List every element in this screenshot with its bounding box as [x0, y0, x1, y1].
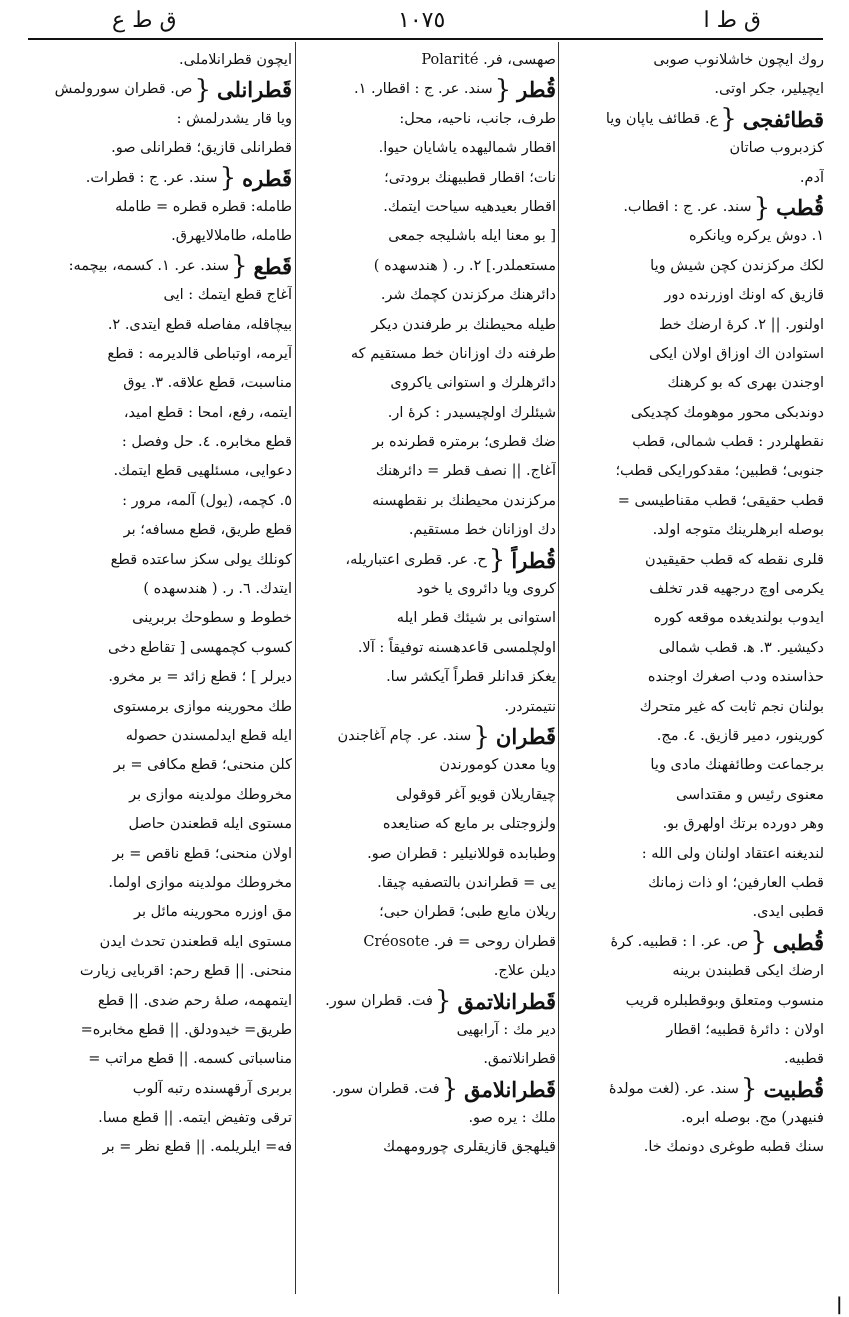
page-header: [28, 8, 823, 34]
text-line: نقطهلردر : قطب شمالى، قطب: [632, 434, 824, 451]
text-line: آدم.: [799, 169, 824, 186]
entry-headword: قُطب: [776, 194, 824, 220]
text-line: مركزندن محيطنك بر نقطهسنه: [372, 492, 556, 509]
text-line: ضك قطرى؛ برمتره قطرنده بر: [372, 434, 556, 451]
entry-headword: قَطران: [495, 723, 556, 749]
text-line: برجماعت وطائفهنك مادى ويا: [650, 757, 824, 774]
text-line: اولچلمسى قاعدهسنه توفيقاً : آلا.: [357, 639, 556, 656]
text-line: ديرلر ] ؛ قطع زائد = بر مخرو.: [108, 669, 292, 686]
text-line: اقطار بعيدهيه سياحت ايتمك.: [383, 198, 556, 215]
entry-brace: {: [753, 192, 771, 223]
text-line: خطوط و سطوحك بربرينى: [132, 610, 292, 627]
page-edge-marker: |: [836, 1294, 843, 1315]
entry-headword: قُطر: [517, 77, 556, 103]
dictionary-entry-line: [298, 546, 556, 575]
entry-brace: {: [194, 75, 211, 105]
text-line: استوانى بر شيئك قطر ايله: [396, 610, 556, 627]
column-divider-right: [558, 42, 559, 1294]
text-line: سنك قطبه طوغرى دونمك خا.: [643, 1139, 824, 1156]
text-line: ارضك ايكى قطبندن برينه: [672, 963, 824, 980]
text-line: طامله، طاملالايهرق.: [171, 228, 292, 245]
entry-definition-text: ع. قطائف ياپان ويا: [605, 110, 719, 127]
column-right: [562, 46, 824, 1291]
text-line: يغكز قدانلر قطراً آيكشر سا.: [386, 669, 556, 686]
entry-headword: قطائفجى: [742, 106, 824, 132]
text-line: قطران روحى = فر. Créosote: [363, 933, 556, 950]
entry-headword: قَطرانلامق: [464, 1076, 556, 1102]
header-guide-word-left: ق ط ع: [112, 8, 177, 33]
text-line: قطرانلى قازيق؛ قطرانلى صو.: [111, 140, 292, 157]
text-line: كروى ويا دائروى يا خود: [416, 581, 556, 598]
entry-brace: {: [488, 545, 506, 576]
text-line: مخروطك مولدينه موازى بر: [129, 786, 292, 803]
text-line: آغاج. || نصف قطر = دائرهنك: [375, 463, 556, 480]
entry-definition-text: فت. قطران سور.: [325, 992, 433, 1009]
text-line: قطع مخابره. ٤. حل وفصل :: [121, 434, 292, 451]
text-line: بربرى آرقهسنده رتبه آلوب: [132, 1080, 292, 1097]
text-line: ولزوجتلى بر مايع كه صنايعده: [382, 816, 556, 833]
entry-headword: قَطرانلى: [217, 77, 292, 103]
text-line: طرف، جانب، ناحيه، محل:: [399, 110, 556, 127]
dictionary-entry-line: [562, 928, 824, 957]
text-line: دعوايى، مسئلهيى قطع ايتمك.: [113, 463, 292, 480]
text-line: روك ايچون خاشلانوب صوبى: [653, 52, 824, 68]
page-number: ١٠٧٥: [398, 8, 446, 33]
text-line: نتيمتردر.: [504, 698, 556, 715]
dictionary-entry-line: [562, 1075, 824, 1104]
text-line: منحنى. || قطع رحم: اقربايى زيارت: [79, 963, 292, 980]
text-line: قيلهجق قازيقلرى چورومهمك: [383, 1139, 556, 1156]
text-line: اولان منحنى؛ قطع ناقص = بر: [112, 845, 292, 862]
text-line: صهسى، فر. Polarité: [421, 52, 556, 68]
entry-definition-text: سند. عر. (لغت مولدهٔ: [608, 1080, 739, 1097]
entry-headword: قُطراً: [511, 547, 556, 573]
entry-brace: {: [720, 104, 737, 135]
text-line: اولنور. || ٢. كرهٔ ارضك خط: [659, 316, 824, 333]
dictionary-entry-line: [298, 987, 556, 1016]
entry-headword: قَطع: [253, 253, 292, 279]
dictionary-entry-line: [298, 722, 556, 751]
text-line: دائرهلرك و استوانى ياكروى: [390, 375, 556, 392]
text-line: ترقى وتفيض ايتمه. || قطع مسا.: [98, 1110, 292, 1127]
text-line: قطب العارفين؛ او ذات زمانك: [648, 874, 824, 891]
text-line: دائرهنك مركزندن كچمك شر.: [380, 287, 556, 304]
text-line: ايتمهمه، صلهٔ رحم ضدى. || قطع: [97, 992, 292, 1009]
dictionary-entry-line: [32, 75, 292, 104]
text-line: وطبابده قوللانيلير : قطران صو.: [367, 845, 556, 862]
header-guide-word-right: ق ط ا: [703, 8, 761, 33]
dictionary-entry-line: [562, 193, 824, 222]
dictionary-entry-line: [298, 75, 556, 104]
text-line: فه= ايلريلمه. || قطع نظر = بر: [102, 1139, 292, 1156]
text-line: فنيهدر) مج. بوصله ابره.: [681, 1110, 824, 1127]
entry-brace: {: [473, 721, 490, 752]
entry-definition-text: سند. عر. چام آغاجندن: [337, 727, 472, 744]
text-line: قازيق كه اونك اوزرنده دور: [664, 287, 824, 304]
text-line: مق اوزره محورينه مائل بر: [134, 904, 292, 921]
text-line: دير مك : آرابهيى: [456, 1021, 556, 1038]
text-line: ديلن علاج.: [493, 963, 556, 980]
text-line: آغاج قطع ايتمك : ايى: [163, 287, 292, 304]
entry-headword: قَطره: [242, 165, 292, 191]
text-line: لكك مركزندن كچن شيش ويا: [650, 257, 824, 274]
text-line: كلن منحنى؛ قطع مكافى = بر: [113, 757, 292, 774]
text-line: ايدوب بولنديغده موقعه كوره: [653, 610, 824, 627]
text-line: طك محورينه موازى برمستوى: [113, 698, 292, 715]
entry-brace: {: [494, 75, 512, 105]
entry-brace: {: [441, 1074, 459, 1105]
text-line: نات؛ اقطار قطبيهنك برودتى؛: [384, 169, 556, 186]
text-line: طرفنه دك اوزانان خط مستقيم كه: [350, 345, 556, 362]
text-line: قطرانلاتمق.: [483, 1051, 556, 1068]
text-line: اوجندن بهرى كه بو كرهنك: [667, 375, 824, 392]
dictionary-entry-line: [32, 252, 292, 281]
text-line: طامله: قطره قطره = طامله: [115, 198, 292, 215]
column-left: [32, 46, 292, 1291]
entry-definition-text: ص. قطران سورولمش: [54, 81, 193, 98]
text-line: قلرى نقطه كه قطب حقيقيدن: [645, 551, 824, 568]
entry-brace: {: [750, 927, 767, 958]
entry-definition-text: سند. عر. ج : اقطار. ١.: [354, 81, 493, 98]
text-line: استوادن اك اوزاق اولان ايكى: [648, 345, 824, 362]
text-line: قطبى ايدى.: [752, 904, 824, 921]
text-line: [ بو معنا ايله باشليجه جمعى: [388, 228, 556, 245]
text-line: لنديغنه اعتقاد اولنان ولى الله :: [641, 845, 824, 862]
text-line: ايله قطع ايدلمسندن حصوله: [125, 727, 292, 744]
text-line: كونلك يولى سكز ساعتده قطع: [110, 551, 292, 568]
text-line: منسوب ومتعلق وبوقطبلره قريب: [625, 992, 824, 1009]
text-line: معنوى رئيس و مقتداسى: [675, 786, 824, 803]
text-line: مستوى ايله قطعندن تحدث ايدن: [99, 933, 292, 950]
text-line: يى = قطراندن بالتصفيه چيقا.: [377, 874, 556, 891]
entry-brace: {: [434, 986, 452, 1016]
text-line: بولنان نجم ثابت كه غير متحرك: [639, 698, 824, 715]
entry-headword: قُطبيت: [763, 1076, 824, 1102]
text-line: كسوب كچمهسى [ تقاطع دخى: [108, 639, 292, 656]
text-line: بيچاقله، مفاصله قطع ايتدى. ٢.: [107, 316, 292, 333]
text-line: ايتمه، رفع، امحا : قطع اميد،: [123, 404, 292, 421]
column-divider-left: [295, 42, 296, 1294]
text-line: ايچون قطرانلاملى.: [179, 52, 292, 68]
text-line: طريق= خيدودلق. || قطع مخابره=: [80, 1021, 292, 1038]
text-line: مناسباتى كسمه. || قطع مراتب =: [88, 1051, 292, 1068]
text-line: قطبيه.: [784, 1051, 824, 1068]
text-line: دك اوزانان خط مستقيم.: [408, 522, 556, 539]
entry-definition-text: سند. عر. ١. كسمه، بيچمه:: [68, 257, 229, 274]
text-line: آيرمه، اوتباطى قالديرمه : قطع: [107, 345, 292, 362]
text-line: ايتدك. ٦. ر. ( هندسهده ): [143, 581, 292, 598]
text-line: كزدبروب صاتان: [729, 140, 824, 157]
text-line: مناسبت، قطع علاقه. ٣. يوق: [123, 375, 292, 392]
entry-definition-text: سند. عر. ج : اقطاب.: [623, 198, 752, 215]
entry-definition-text: فت. قطران سور.: [331, 1080, 440, 1097]
text-line: كورينور، دمير قازيق. ٤. مج.: [656, 727, 824, 744]
entry-brace: {: [219, 163, 237, 193]
text-line: ملك : يره صو.: [468, 1110, 556, 1127]
text-line: حذاسنده ودب اصغرك اوجنده: [647, 669, 824, 686]
text-line: طيله محيطنك بر طرفندن ديكر: [371, 316, 556, 333]
entry-brace: {: [231, 251, 248, 282]
entry-definition-text: سند. عر. ج : قطرات.: [85, 169, 218, 186]
text-line: يكرمى اوچ درجهيه قدر تخلف: [649, 581, 824, 598]
entry-definition-text: ح. عر. قطرى اعتباريله،: [345, 551, 487, 568]
column-middle: [298, 46, 556, 1291]
header-rule: [28, 38, 823, 40]
text-line: ٥. كچمه، (يول) آلمه، مرور :: [122, 492, 292, 509]
text-line: ١. دوش يركره ويانكره: [688, 228, 824, 245]
text-line: دوندبكى محور موهومك كچديكى: [630, 404, 824, 421]
entry-definition-text: ص. عر. ا : قطبيه. كرهٔ: [610, 933, 749, 950]
dictionary-entry-line: [562, 105, 824, 134]
entry-headword: قَطرانلاتمق: [457, 988, 556, 1014]
text-line: وهر دورده برتك اولهرق بو.: [662, 816, 824, 833]
text-line: مخروطك مولدينه موازى اولما.: [108, 874, 292, 891]
text-line: اولان : دائرهٔ قطبيه؛ اقطار: [666, 1021, 824, 1038]
text-line: بوصله ابرهلرينك متوجه اولد.: [652, 522, 824, 539]
text-line: قطع طريق، قطع مسافه؛ بر: [123, 522, 292, 539]
text-line: ويا قار يشدرلمش :: [176, 110, 292, 127]
text-line: ريلان مايع طبى؛ قطران حبى؛: [379, 904, 556, 921]
text-line: اقطار شماليهده ياشايان حيوا.: [378, 140, 556, 157]
text-line: قطب حقيقى؛ قطب مقناطيسى =: [617, 492, 824, 509]
dictionary-entry-line: [298, 1075, 556, 1104]
text-line: جنوبى؛ قطبين؛ مقدكورايكى قطب؛: [615, 463, 824, 480]
text-line: مستعملدر.] ٢. ر. ( هندسهده ): [373, 257, 556, 274]
dictionary-entry-line: [32, 164, 292, 193]
text-line: ويا معدن كومورندن: [439, 757, 556, 774]
text-line: دكيشير. ٣. ﻫ. قطب شمالى: [658, 639, 824, 656]
text-line: مستوى ايله قطعندن حاصل: [128, 816, 292, 833]
text-line: چيقاريلان قويو آغر قوقولى: [395, 786, 556, 803]
entry-headword: قُطبى: [772, 929, 824, 955]
text-line: ايچيلير، جكر اوتى.: [714, 81, 824, 98]
entry-brace: {: [740, 1074, 758, 1105]
text-line: شيئلرك اولچيسيدر : كرهٔ ار.: [387, 404, 556, 421]
